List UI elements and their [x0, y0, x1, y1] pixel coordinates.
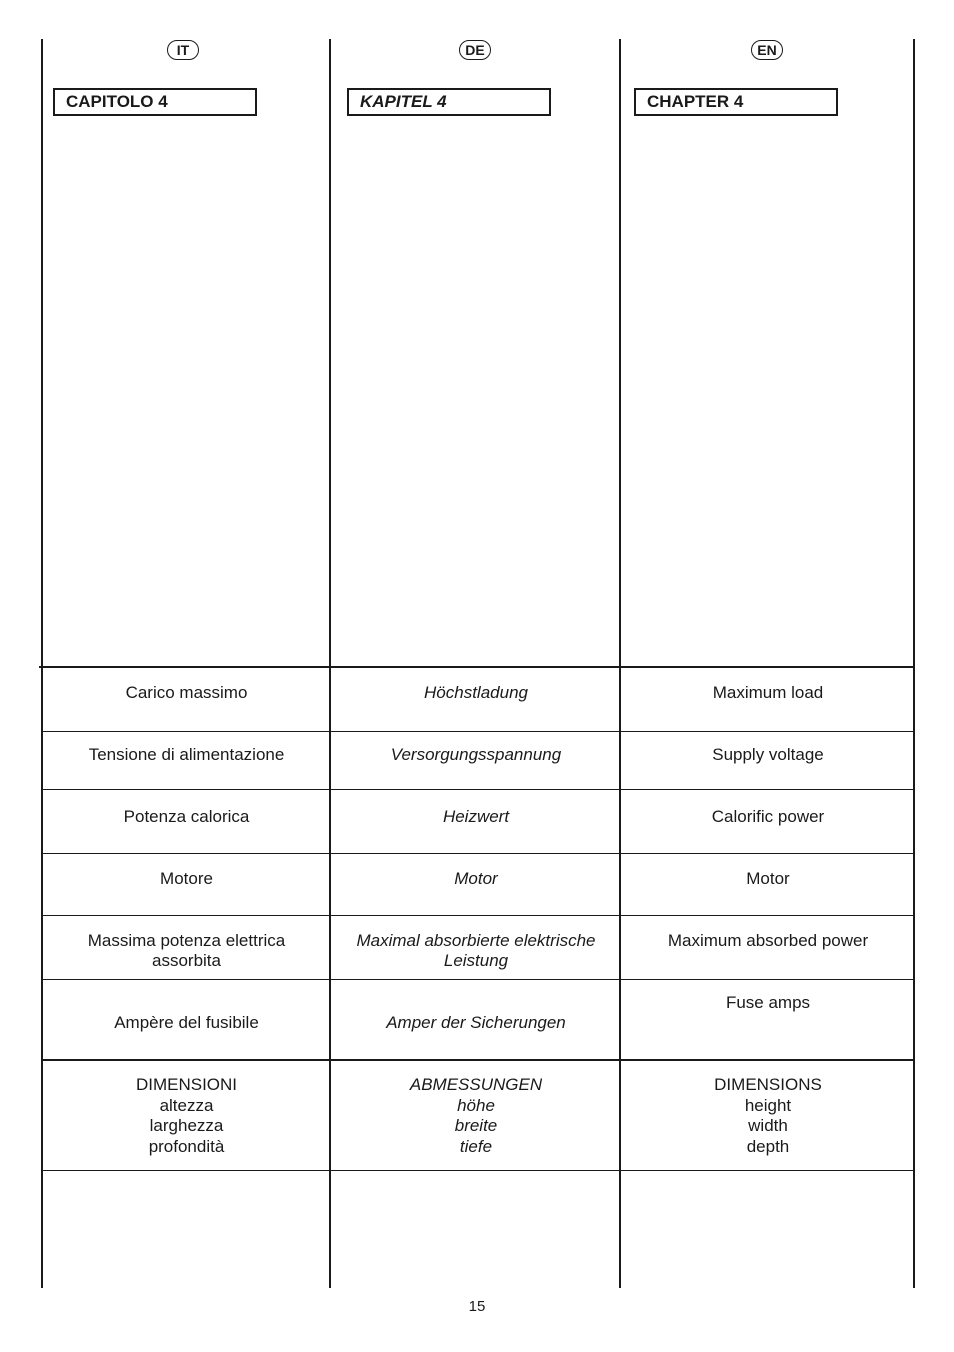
cell-line: height [744, 1095, 792, 1115]
cell-line: Maximum absorbed power [667, 931, 869, 950]
cell-max-load-it: Carico massimo [125, 683, 248, 702]
row-rule [41, 853, 915, 854]
lang-badge-it: IT [167, 40, 199, 60]
row-rule [41, 915, 915, 916]
cell-line: tiefe [459, 1137, 493, 1157]
cell-line: DIMENSIONI [135, 1075, 238, 1094]
cell-line: width [748, 1116, 788, 1136]
cell-line: Leistung [443, 951, 509, 970]
cell-motor-it: Motore [160, 869, 213, 888]
row-rule [41, 979, 915, 980]
cell-line: höhe [457, 1095, 495, 1115]
cell-line: breite [454, 1116, 498, 1136]
cell-fuse-amps-en: Fuse amps [725, 993, 811, 1012]
cell-calorific-power-en: Calorific power [711, 807, 825, 826]
cell-motor-en: Motor [746, 869, 790, 888]
chapter-heading-en: CHAPTER 4 [634, 88, 838, 116]
chapter-heading-it: CAPITOLO 4 [53, 88, 257, 116]
page-number: 15 [468, 1298, 486, 1315]
row-rule [41, 1170, 915, 1171]
cell-line: Massima potenza elettrica [87, 931, 286, 950]
cell-supply-voltage-en: Supply voltage [712, 745, 824, 764]
row-rule [41, 731, 915, 732]
cell-line: ABMESSUNGEN [409, 1075, 543, 1094]
cell-line: depth [746, 1137, 790, 1157]
cell-line: assorbita [152, 951, 221, 970]
cell-dimensions-de [332, 1075, 620, 1158]
lang-badge-de: DE [459, 40, 491, 60]
cell-dimensions-it [43, 1075, 330, 1158]
row-rule [41, 1059, 915, 1061]
lang-badge-en: EN [751, 40, 783, 60]
cell-dimensions-en [622, 1075, 914, 1158]
cell-line: DIMENSIONS [714, 1075, 822, 1094]
cell-calorific-power-it: Potenza calorica [123, 807, 250, 826]
cell-line: profondità [148, 1137, 225, 1157]
cell-fuse-amps-de: Amper der Sicherungen [386, 1013, 566, 1032]
cell-supply-voltage-it: Tensione di alimentazione [88, 745, 285, 764]
cell-max-load-en: Maximum load [712, 683, 824, 702]
cell-absorbed-power-en [622, 931, 914, 951]
cell-line: larghezza [149, 1116, 224, 1136]
cell-calorific-power-de: Heizwert [442, 807, 510, 826]
cell-line: Maximal absorbierte elektrische [356, 931, 596, 950]
cell-supply-voltage-de: Versorgungsspannung [390, 745, 562, 764]
cell-absorbed-power-it [43, 931, 330, 971]
cell-fuse-amps-it: Ampère del fusibile [114, 1013, 259, 1032]
chapter-heading-de: KAPITEL 4 [347, 88, 551, 116]
cell-absorbed-power-de [332, 931, 620, 971]
cell-motor-de: Motor [454, 869, 498, 888]
cell-max-load-de: Höchstladung [424, 683, 528, 702]
cell-line: altezza [159, 1095, 214, 1115]
row-rule [41, 789, 915, 790]
table-top-rule [39, 666, 915, 668]
